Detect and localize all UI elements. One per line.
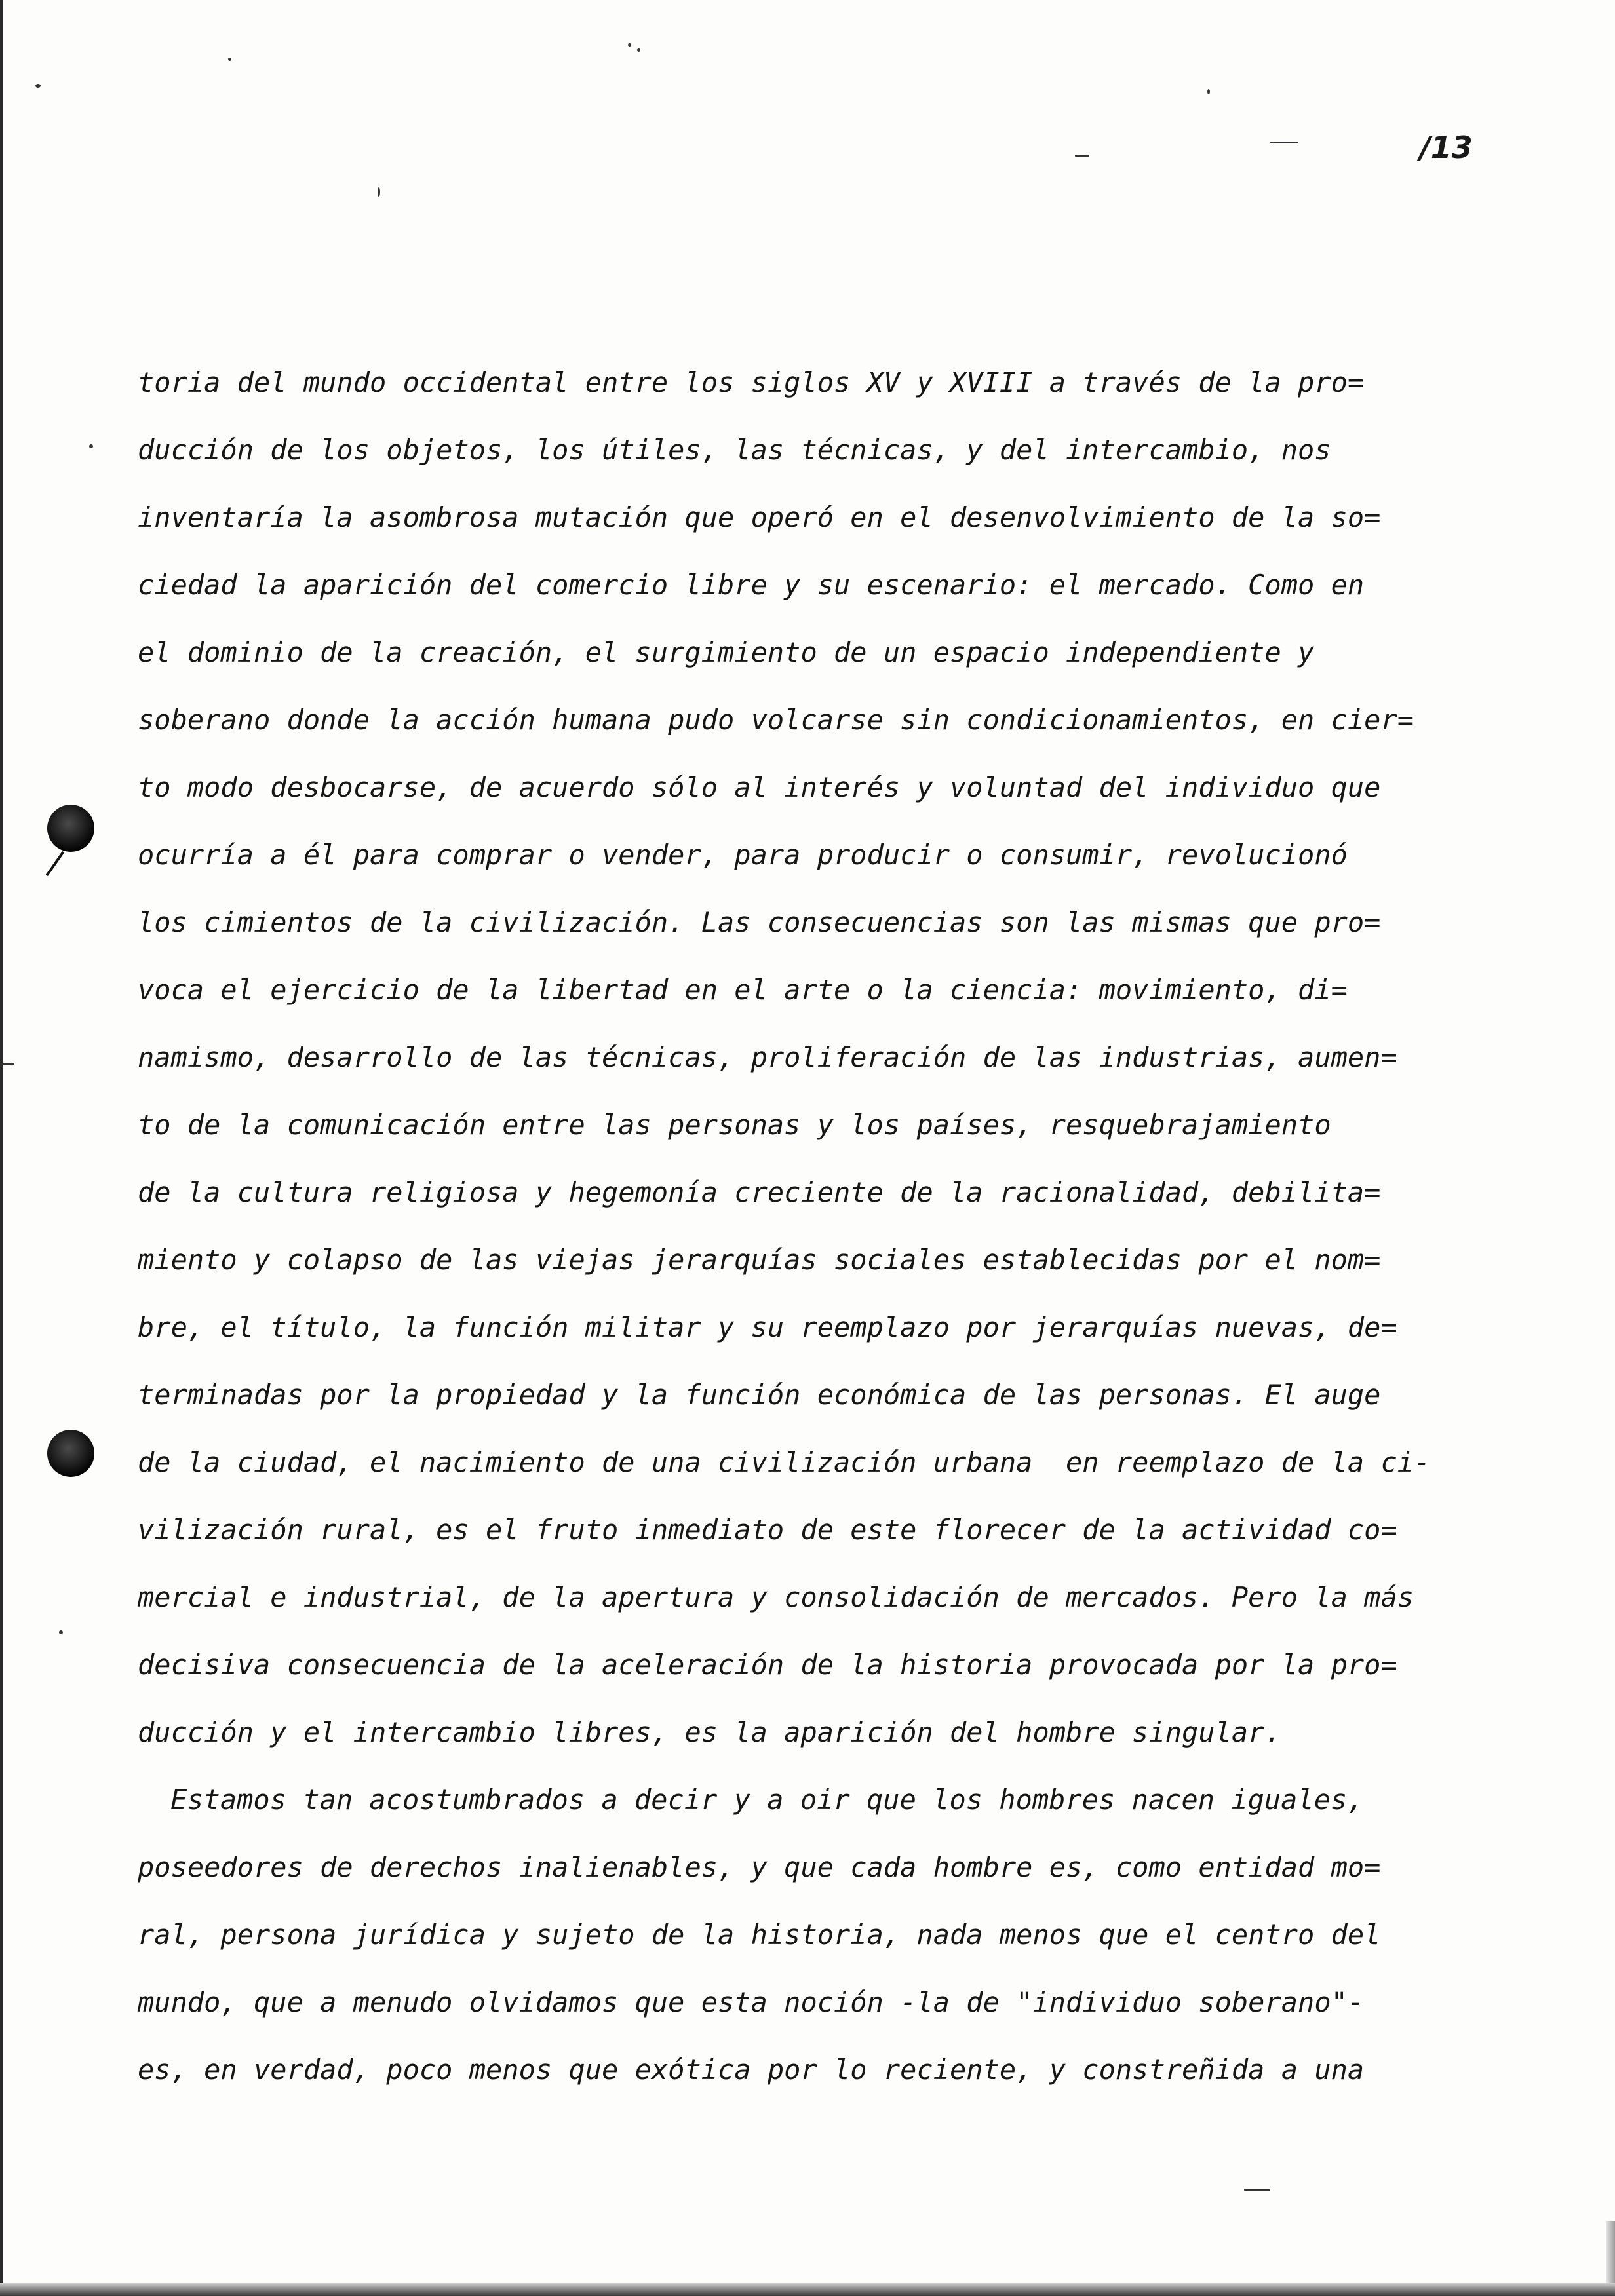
punch-hole-bottom xyxy=(47,1430,94,1477)
text-line: ral, persona jurídica y sujeto de la historia, nada menos que el centro del xyxy=(138,1919,1381,1951)
text-line: mundo, que a menudo olvidamos que esta noción -la de "individuo soberano"- xyxy=(138,1986,1365,2018)
text-line: terminadas por la propiedad y la función económica de las personas. El auge xyxy=(138,1379,1381,1411)
scan-speck xyxy=(1075,155,1089,157)
text-line: ducción y el intercambio libres, es la aparición del hombre singular. xyxy=(138,1716,1281,1748)
text-line: miento y colapso de las viejas jerarquías sociales establecidas por el nom= xyxy=(138,1244,1381,1276)
text-line: soberano donde la acción humana pudo volcarse sin condicionamientos, en cier= xyxy=(138,704,1414,736)
text-line: poseedores de derechos inalienables, y que cada hombre es, como entidad mo= xyxy=(138,1851,1381,1883)
scan-speck xyxy=(89,444,93,448)
text-line: bre, el título, la función militar y su reemplazo por jerarquías nuevas, de= xyxy=(138,1311,1397,1343)
scan-speck xyxy=(637,48,640,52)
scan-speck xyxy=(378,187,380,197)
body-text xyxy=(138,349,1521,2103)
scan-speck xyxy=(1270,142,1298,144)
text-line: to modo desbocarse, de acuerdo sólo al interés y voluntad del individuo que xyxy=(138,771,1381,803)
text-line: el dominio de la creación, el surgimiento de un espacio independiente y xyxy=(138,636,1315,668)
punch-hole-top xyxy=(47,805,94,852)
text-line: to de la comunicación entre las personas y los países, resquebrajamiento xyxy=(138,1109,1331,1141)
punch-hole-tear xyxy=(46,851,65,876)
text-line: vilización rural, es el fruto inmediato de este florecer de la actividad co= xyxy=(138,1514,1397,1546)
text-line: voca el ejercicio de la libertad en el arte o la ciencia: movimiento, di= xyxy=(138,974,1348,1006)
scan-speck xyxy=(35,84,41,88)
text-line: inventaría la asombrosa mutación que operó en el desenvolvimiento de la so= xyxy=(138,501,1381,533)
text-line: ocurría a él para comprar o vender, para producir o consumir, revolucionó xyxy=(138,839,1348,871)
scan-edge-mark xyxy=(0,1063,14,1065)
text-line: de la cultura religiosa y hegemonía creciente de la racionalidad, debilita= xyxy=(138,1176,1381,1208)
scan-speck xyxy=(1207,89,1210,94)
scan-speck xyxy=(228,58,231,61)
scan-bottom-edge xyxy=(0,2283,1615,2296)
scan-speck xyxy=(59,1630,63,1634)
text-line: toria del mundo occidental entre los siglos XV y XVIII a través de la pro= xyxy=(138,366,1365,398)
text-line: Estamos tan acostumbrados a decir y a oir que los hombres nacen iguales, xyxy=(170,1784,1364,1816)
text-line: de la ciudad, el nacimiento de una civilización urbana en reemplazo de la ci- xyxy=(138,1446,1431,1478)
text-line: ciedad la aparición del comercio libre y su escenario: el mercado. Como en xyxy=(138,569,1365,601)
scan-left-edge xyxy=(0,0,3,2296)
page-number: /13 xyxy=(1420,130,1473,165)
scan-speck xyxy=(628,43,631,47)
text-line: decisiva consecuencia de la aceleración de la historia provocada por la pro= xyxy=(138,1649,1397,1681)
text-line: mercial e industrial, de la apertura y consolidación de mercados. Pero la más xyxy=(138,1581,1414,1613)
text-line: ducción de los objetos, los útiles, las técnicas, y del intercambio, nos xyxy=(138,434,1331,466)
scan-speck xyxy=(1244,2189,1270,2191)
text-line: es, en verdad, poco menos que exótica por lo reciente, y constreñida a una xyxy=(138,2054,1365,2086)
text-line: los cimientos de la civilización. Las consecuencias son las mismas que pro= xyxy=(138,906,1381,938)
text-line: namismo, desarrollo de las técnicas, proliferación de las industrias, aumen= xyxy=(138,1041,1397,1073)
